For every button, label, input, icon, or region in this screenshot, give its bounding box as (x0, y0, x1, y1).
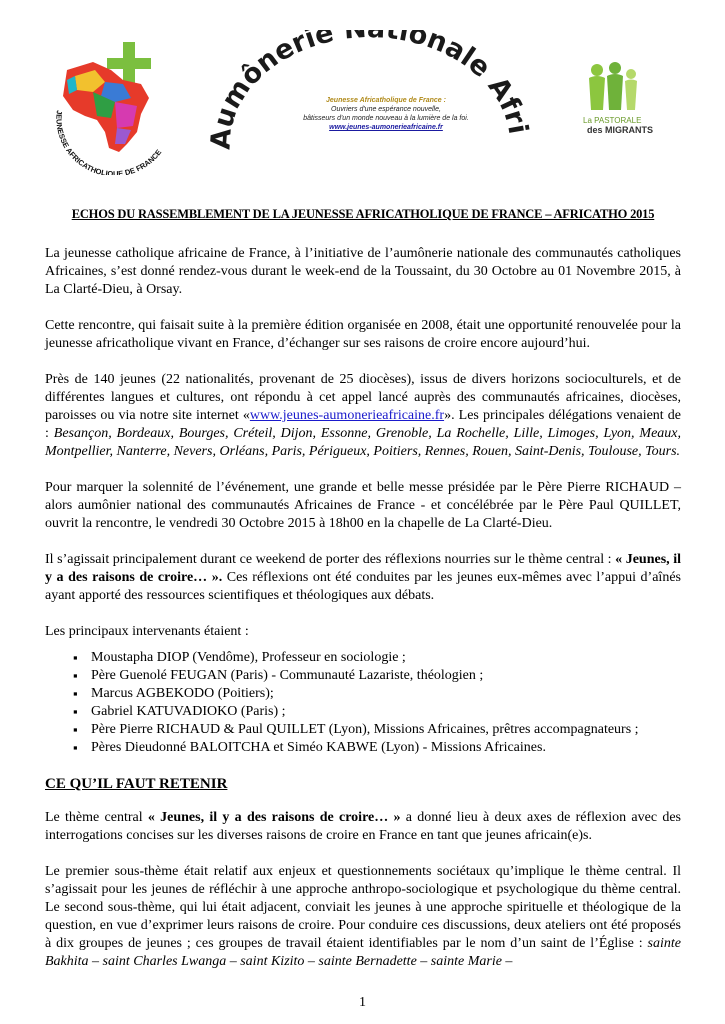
central-theme-text-a: Le thème central (45, 810, 148, 825)
tagline-line3: bâtisseurs d'un monde nouveau à la lumière de la foi. (303, 115, 469, 122)
africa-cross-logo (45, 40, 180, 175)
delegation-cities: Besançon, Bordeaux, Bourges, Créteil, Dijon, Essonne, Grenoble, La Rochelle, Lille, Limoges, Lyon, Meaux, Montpellier, Nanterre, Nevers, Orléans, Paris, Périgueux, Poitiers, Rennes, Rouen, Saint-Denis, Toulouse, Tours. (45, 426, 681, 459)
section-title: CE QU’IL FAUT RETENIR (45, 776, 228, 792)
right-logo-line1: La PASTORALE (583, 116, 642, 125)
tagline-line1: Jeunesse Africatholique de France : (326, 97, 446, 104)
document-title: ECHOS DU RASSEMBLEMENT DE LA JEUNESSE AFRICATHOLIQUE DE FRANCE – AFRICATHO 2015 (71, 207, 655, 221)
list-item: ▪ Moustapha DIOP (Vendôme), Professeur en sociologie ; (73, 649, 681, 667)
list-item: ▪ Marcus AGBEKODO (Poitiers); (73, 685, 681, 703)
document-body (45, 205, 681, 989)
paragraph-context: Cette rencontre, qui faisait suite à la première édition organisée en 2008, était une opportunité renouvelée pour la jeunesse africatholique vivant en France, d’échanger sur ses raisons de croire encore aujourd’hui. (45, 318, 681, 351)
right-logo-line2: des MIGRANTS (587, 125, 654, 135)
paragraph-speakers-intro: Les principaux intervenants étaient : (45, 624, 249, 639)
subthemes-text: Le premier sous-thème était relatif aux enjeux et questionnements sociétaux qu’implique le thème central. Il s’agissait pour les jeunes de réfléchir à une approche anthropo-sociologique et psychologique du thème central. Le second sous-thème, qui lui était adjacent, conviait les jeunes à une approche spirituelle et théologique de la question, en vue d’exprimer leurs raisons de croire. Pour conduire ces discussions, deux ateliers ont été proposés à dix groupes de jeunes ; ces groupes de travail étaient identifiables par le nom d’un saint de l’Église : (45, 864, 681, 951)
site-link[interactable]: www.jeunes-aumonerieafricaine.fr (249, 408, 445, 423)
list-item: ▪ Gabriel KATUVADIOKO (Paris) ; (73, 703, 681, 721)
saints-list: sainte Bakhita – saint Charles Lwanga – saint Kizito – sainte Bernadette – sainte Marie – (45, 936, 681, 969)
paragraph-mass: Pour marquer la solennité de l’événement, une grande et belle messe présidée par le Père Pierre RICHAUD – alors aumônier national des communautés Africaines de France - et concélébrée par le Père Paul QUILLET, ouvrit la rencontre, le vendredi 30 Octobre 2015 à 18h00 en la chapelle de La Clarté-Dieu. (45, 480, 681, 531)
center-title: Aumônerie tionale Afr (205, 30, 530, 151)
page-number: 1 (359, 995, 366, 1010)
tagline-url-link[interactable]: www.jeunes-aumonerieafricaine.fr (329, 124, 443, 131)
tagline-line2: Ouvriers d'une espérance nouvelle, (331, 106, 441, 113)
paragraph-theme (45, 551, 681, 605)
paragraph-subthemes (45, 863, 681, 971)
list-item: ▪ Pères Dieudonné BALOITCHA et Siméo KABWE (Lyon) - Missions Africaines. (73, 739, 681, 757)
central-theme-text-b: a donné lieu à deux axes de réflexion avec des interrogations concises sur les diverses raisons de croire en France en tant que jeunes africain(e)s. (45, 810, 681, 843)
speakers-list (45, 649, 681, 757)
paragraph-participants (45, 371, 681, 461)
theme-text-a: Il s’agissait principalement durant ce weekend de porter des réflexions nourries sur le thème central : (45, 552, 616, 567)
header-tagline (296, 96, 476, 132)
page-header (0, 0, 725, 180)
participants-text-a: Près de 140 jeunes (22 nationalités, provenant de 25 diocèses), issus de divers horizons socioculturels, et de différentes langues et cultures, ont répondu à cet appel lancé auprès des communautés africaines, diocèses, paroisses ou via notre site internet « (45, 372, 681, 423)
central-theme-quote: « Jeunes, il y a des raisons de croire… » (147, 810, 401, 825)
paragraph-central-theme (45, 809, 681, 845)
left-logo-text: JEUNESSE AFRICATHOLIQUE DE FRANCE (54, 109, 164, 175)
theme-quote: « Jeunes, il y a des raisons de croire… ». (45, 552, 681, 585)
paragraph-intro: La jeunesse catholique africaine de France, à l’initiative de l’aumônerie nationale des communautés catholiques Africaines, s’est donné rendez-vous durant le week-end de la Toussaint, du 30 Octobre au 01 Novembre 2015, à La Clarté-Dieu, à Orsay. (45, 246, 681, 297)
list-item: ▪ Père Guenolé FEUGAN (Paris) - Communauté Lazariste, théologien ; (73, 667, 681, 685)
list-item: ▪ Père Pierre RICHAUD & Paul QUILLET (Lyon), Missions Africaines, prêtres accompagnateurs ; (73, 721, 681, 739)
theme-text-b: Ces réflexions ont été conduites par les jeunes eux-mêmes avec l’appui d’aînés ayant apporté des ressources scientifiques et théologiques aux débats. (45, 570, 681, 603)
participants-text-b: ». Les principales délégations venaient de : (45, 408, 681, 441)
